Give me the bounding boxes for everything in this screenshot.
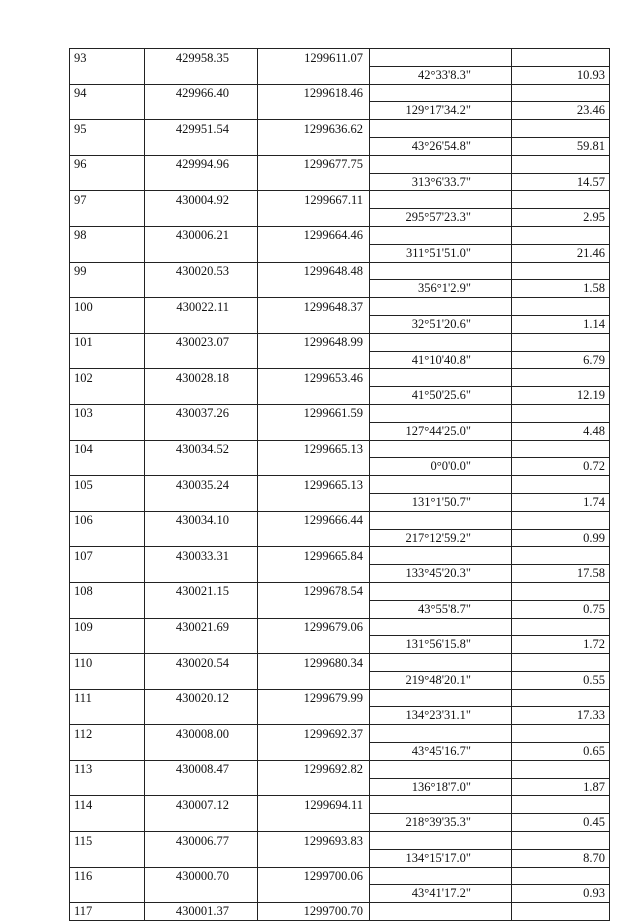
empty-cell [145,565,258,583]
empty-cell [370,476,512,494]
empty-cell [70,636,145,654]
bearing-angle: 136°18'7.0" [370,778,512,796]
x-coordinate: 429966.40 [145,84,258,102]
point-row [70,155,610,173]
y-coordinate: 1299667.11 [258,191,370,209]
segment-row [70,743,610,761]
empty-cell [258,778,370,796]
bearing-angle: 218°39'35.3" [370,814,512,832]
empty-cell [70,529,145,547]
segment-distance: 17.58 [512,565,610,583]
segment-distance: 10.93 [512,66,610,84]
x-coordinate: 430006.77 [145,832,258,850]
segment-row [70,209,610,227]
empty-cell [145,173,258,191]
empty-cell [370,796,512,814]
y-coordinate: 1299611.07 [258,49,370,67]
empty-cell [258,422,370,440]
empty-cell [370,725,512,743]
y-coordinate: 1299636.62 [258,120,370,138]
empty-cell [258,636,370,654]
empty-cell [258,387,370,405]
empty-cell [145,137,258,155]
segment-row [70,778,610,796]
empty-cell [258,315,370,333]
empty-cell [70,778,145,796]
empty-cell [512,49,610,67]
empty-cell [512,903,610,921]
bearing-angle: 313°6'33.7" [370,173,512,191]
segment-distance: 1.72 [512,636,610,654]
empty-cell [258,137,370,155]
empty-cell [370,262,512,280]
x-coordinate: 430008.00 [145,725,258,743]
empty-cell [512,120,610,138]
empty-cell [370,49,512,67]
empty-cell [258,814,370,832]
segment-row [70,244,610,262]
segment-distance: 17.33 [512,707,610,725]
bearing-angle: 41°50'25.6" [370,387,512,405]
y-coordinate: 1299700.70 [258,903,370,921]
empty-cell [145,244,258,262]
segment-row [70,351,610,369]
empty-cell [145,209,258,227]
empty-cell [70,565,145,583]
point-row [70,120,610,138]
empty-cell [370,654,512,672]
x-coordinate: 430021.15 [145,582,258,600]
empty-cell [370,511,512,529]
empty-cell [145,387,258,405]
segment-distance: 6.79 [512,351,610,369]
point-row [70,582,610,600]
empty-cell [258,351,370,369]
empty-cell [370,120,512,138]
empty-cell [370,404,512,422]
point-number: 102 [70,369,145,387]
point-number: 100 [70,298,145,316]
empty-cell [512,191,610,209]
empty-cell [145,422,258,440]
point-number: 109 [70,618,145,636]
segment-row [70,849,610,867]
bearing-angle: 43°41'17.2" [370,885,512,903]
empty-cell [70,885,145,903]
empty-cell [70,137,145,155]
empty-cell [512,618,610,636]
bearing-angle: 295°57'23.3" [370,209,512,227]
segment-row [70,173,610,191]
point-number: 106 [70,511,145,529]
point-row [70,84,610,102]
empty-cell [70,458,145,476]
empty-cell [70,671,145,689]
empty-cell [258,66,370,84]
x-coordinate: 430000.70 [145,867,258,885]
x-coordinate: 430021.69 [145,618,258,636]
segment-row [70,458,610,476]
empty-cell [70,102,145,120]
empty-cell [512,760,610,778]
empty-cell [258,743,370,761]
segment-row [70,102,610,120]
y-coordinate: 1299648.99 [258,333,370,351]
point-number: 113 [70,760,145,778]
empty-cell [145,636,258,654]
y-coordinate: 1299679.06 [258,618,370,636]
x-coordinate: 430023.07 [145,333,258,351]
empty-cell [512,867,610,885]
segment-distance: 14.57 [512,173,610,191]
y-coordinate: 1299653.46 [258,369,370,387]
y-coordinate: 1299693.83 [258,832,370,850]
empty-cell [258,885,370,903]
y-coordinate: 1299661.59 [258,404,370,422]
x-coordinate: 430008.47 [145,760,258,778]
point-row [70,226,610,244]
empty-cell [258,244,370,262]
point-number: 117 [70,903,145,921]
empty-cell [70,743,145,761]
segment-distance: 0.93 [512,885,610,903]
coordinates-table [69,48,610,921]
segment-distance: 23.46 [512,102,610,120]
segment-distance: 8.70 [512,849,610,867]
empty-cell [145,351,258,369]
y-coordinate: 1299678.54 [258,582,370,600]
empty-cell [145,885,258,903]
point-row [70,369,610,387]
segment-row [70,671,610,689]
empty-cell [512,226,610,244]
point-row [70,725,610,743]
bearing-angle: 133°45'20.3" [370,565,512,583]
empty-cell [370,618,512,636]
point-row [70,49,610,67]
empty-cell [370,333,512,351]
empty-cell [512,547,610,565]
segment-row [70,529,610,547]
y-coordinate: 1299648.48 [258,262,370,280]
segment-row [70,814,610,832]
empty-cell [258,849,370,867]
empty-cell [145,671,258,689]
point-row [70,832,610,850]
point-number: 108 [70,582,145,600]
empty-cell [370,369,512,387]
bearing-angle: 127°44'25.0" [370,422,512,440]
empty-cell [370,903,512,921]
x-coordinate: 430033.31 [145,547,258,565]
x-coordinate: 430004.92 [145,191,258,209]
empty-cell [145,743,258,761]
segment-row [70,600,610,618]
x-coordinate: 430037.26 [145,404,258,422]
empty-cell [512,689,610,707]
empty-cell [145,315,258,333]
y-coordinate: 1299692.82 [258,760,370,778]
x-coordinate: 430022.11 [145,298,258,316]
point-row [70,440,610,458]
point-number: 111 [70,689,145,707]
segment-row [70,387,610,405]
segment-distance: 0.55 [512,671,610,689]
point-row [70,262,610,280]
bearing-angle: 134°15'17.0" [370,849,512,867]
empty-cell [370,547,512,565]
empty-cell [70,493,145,511]
segment-distance: 1.74 [512,493,610,511]
empty-cell [512,333,610,351]
point-row [70,654,610,672]
segment-distance: 2.95 [512,209,610,227]
bearing-angle: 43°55'8.7" [370,600,512,618]
point-row [70,689,610,707]
empty-cell [70,173,145,191]
point-row [70,796,610,814]
point-number: 110 [70,654,145,672]
bearing-angle: 43°45'16.7" [370,743,512,761]
empty-cell [258,102,370,120]
empty-cell [145,707,258,725]
segment-row [70,280,610,298]
empty-cell [370,689,512,707]
empty-cell [370,298,512,316]
bearing-angle: 43°26'54.8" [370,137,512,155]
empty-cell [258,280,370,298]
y-coordinate: 1299700.06 [258,867,370,885]
point-row [70,476,610,494]
empty-cell [145,529,258,547]
x-coordinate: 430006.21 [145,226,258,244]
empty-cell [258,600,370,618]
x-coordinate: 430020.54 [145,654,258,672]
point-number: 99 [70,262,145,280]
y-coordinate: 1299665.13 [258,476,370,494]
bearing-angle: 131°1'50.7" [370,493,512,511]
empty-cell [370,867,512,885]
point-row [70,191,610,209]
y-coordinate: 1299679.99 [258,689,370,707]
point-number: 112 [70,725,145,743]
segment-row [70,565,610,583]
x-coordinate: 430020.53 [145,262,258,280]
empty-cell [512,369,610,387]
empty-cell [70,209,145,227]
segment-distance: 21.46 [512,244,610,262]
y-coordinate: 1299680.34 [258,654,370,672]
empty-cell [70,600,145,618]
empty-cell [70,814,145,832]
point-number: 105 [70,476,145,494]
point-row [70,867,610,885]
segment-distance: 1.58 [512,280,610,298]
segment-distance: 0.65 [512,743,610,761]
empty-cell [70,244,145,262]
point-row [70,903,610,921]
point-number: 116 [70,867,145,885]
bearing-angle: 0°0'0.0" [370,458,512,476]
segment-row [70,137,610,155]
empty-cell [258,173,370,191]
point-number: 96 [70,155,145,173]
segment-row [70,885,610,903]
empty-cell [70,66,145,84]
point-row [70,333,610,351]
y-coordinate: 1299648.37 [258,298,370,316]
empty-cell [370,832,512,850]
empty-cell [70,351,145,369]
bearing-angle: 42°33'8.3" [370,66,512,84]
empty-cell [145,600,258,618]
empty-cell [512,476,610,494]
x-coordinate: 430028.18 [145,369,258,387]
point-number: 114 [70,796,145,814]
x-coordinate: 429951.54 [145,120,258,138]
empty-cell [145,778,258,796]
empty-cell [512,796,610,814]
empty-cell [145,814,258,832]
point-number: 101 [70,333,145,351]
empty-cell [70,422,145,440]
segment-distance: 1.87 [512,778,610,796]
bearing-angle: 131°56'15.8" [370,636,512,654]
empty-cell [512,654,610,672]
coordinates-table-body [70,49,610,921]
empty-cell [512,832,610,850]
x-coordinate: 430035.24 [145,476,258,494]
empty-cell [512,298,610,316]
bearing-angle: 356°1'2.9" [370,280,512,298]
bearing-angle: 41°10'40.8" [370,351,512,369]
empty-cell [70,707,145,725]
x-coordinate: 430034.52 [145,440,258,458]
y-coordinate: 1299692.37 [258,725,370,743]
empty-cell [258,529,370,547]
empty-cell [145,66,258,84]
empty-cell [370,155,512,173]
x-coordinate: 430007.12 [145,796,258,814]
segment-distance: 0.75 [512,600,610,618]
point-number: 93 [70,49,145,67]
empty-cell [258,493,370,511]
segment-row [70,422,610,440]
empty-cell [145,102,258,120]
point-row [70,618,610,636]
point-number: 103 [70,404,145,422]
empty-cell [258,209,370,227]
point-number: 107 [70,547,145,565]
y-coordinate: 1299664.46 [258,226,370,244]
point-row [70,547,610,565]
empty-cell [512,582,610,600]
segment-row [70,66,610,84]
empty-cell [70,280,145,298]
y-coordinate: 1299665.84 [258,547,370,565]
empty-cell [370,84,512,102]
point-number: 98 [70,226,145,244]
segment-row [70,636,610,654]
empty-cell [512,511,610,529]
empty-cell [70,315,145,333]
x-coordinate: 430034.10 [145,511,258,529]
bearing-angle: 311°51'51.0" [370,244,512,262]
x-coordinate: 429958.35 [145,49,258,67]
point-number: 115 [70,832,145,850]
segment-row [70,315,610,333]
point-number: 97 [70,191,145,209]
x-coordinate: 430001.37 [145,903,258,921]
point-row [70,511,610,529]
empty-cell [512,725,610,743]
empty-cell [258,671,370,689]
empty-cell [512,404,610,422]
bearing-angle: 219°48'20.1" [370,671,512,689]
point-row [70,760,610,778]
point-number: 104 [70,440,145,458]
point-row [70,404,610,422]
empty-cell [145,280,258,298]
segment-distance: 1.14 [512,315,610,333]
segment-distance: 59.81 [512,137,610,155]
segment-row [70,707,610,725]
empty-cell [370,440,512,458]
empty-cell [370,760,512,778]
y-coordinate: 1299677.75 [258,155,370,173]
empty-cell [70,849,145,867]
empty-cell [145,849,258,867]
segment-distance: 12.19 [512,387,610,405]
empty-cell [370,226,512,244]
segment-distance: 0.45 [512,814,610,832]
empty-cell [258,707,370,725]
x-coordinate: 430020.12 [145,689,258,707]
x-coordinate: 429994.96 [145,155,258,173]
empty-cell [512,440,610,458]
empty-cell [370,582,512,600]
empty-cell [512,262,610,280]
empty-cell [512,84,610,102]
bearing-angle: 134°23'31.1" [370,707,512,725]
point-number: 94 [70,84,145,102]
point-number: 95 [70,120,145,138]
empty-cell [258,565,370,583]
empty-cell [145,458,258,476]
empty-cell [70,387,145,405]
y-coordinate: 1299694.11 [258,796,370,814]
point-row [70,298,610,316]
empty-cell [258,458,370,476]
y-coordinate: 1299618.46 [258,84,370,102]
y-coordinate: 1299666.44 [258,511,370,529]
segment-distance: 0.72 [512,458,610,476]
segment-distance: 0.99 [512,529,610,547]
bearing-angle: 217°12'59.2" [370,529,512,547]
y-coordinate: 1299665.13 [258,440,370,458]
segment-row [70,493,610,511]
empty-cell [512,155,610,173]
bearing-angle: 129°17'34.2" [370,102,512,120]
bearing-angle: 32°51'20.6" [370,315,512,333]
empty-cell [370,191,512,209]
empty-cell [145,493,258,511]
segment-distance: 4.48 [512,422,610,440]
